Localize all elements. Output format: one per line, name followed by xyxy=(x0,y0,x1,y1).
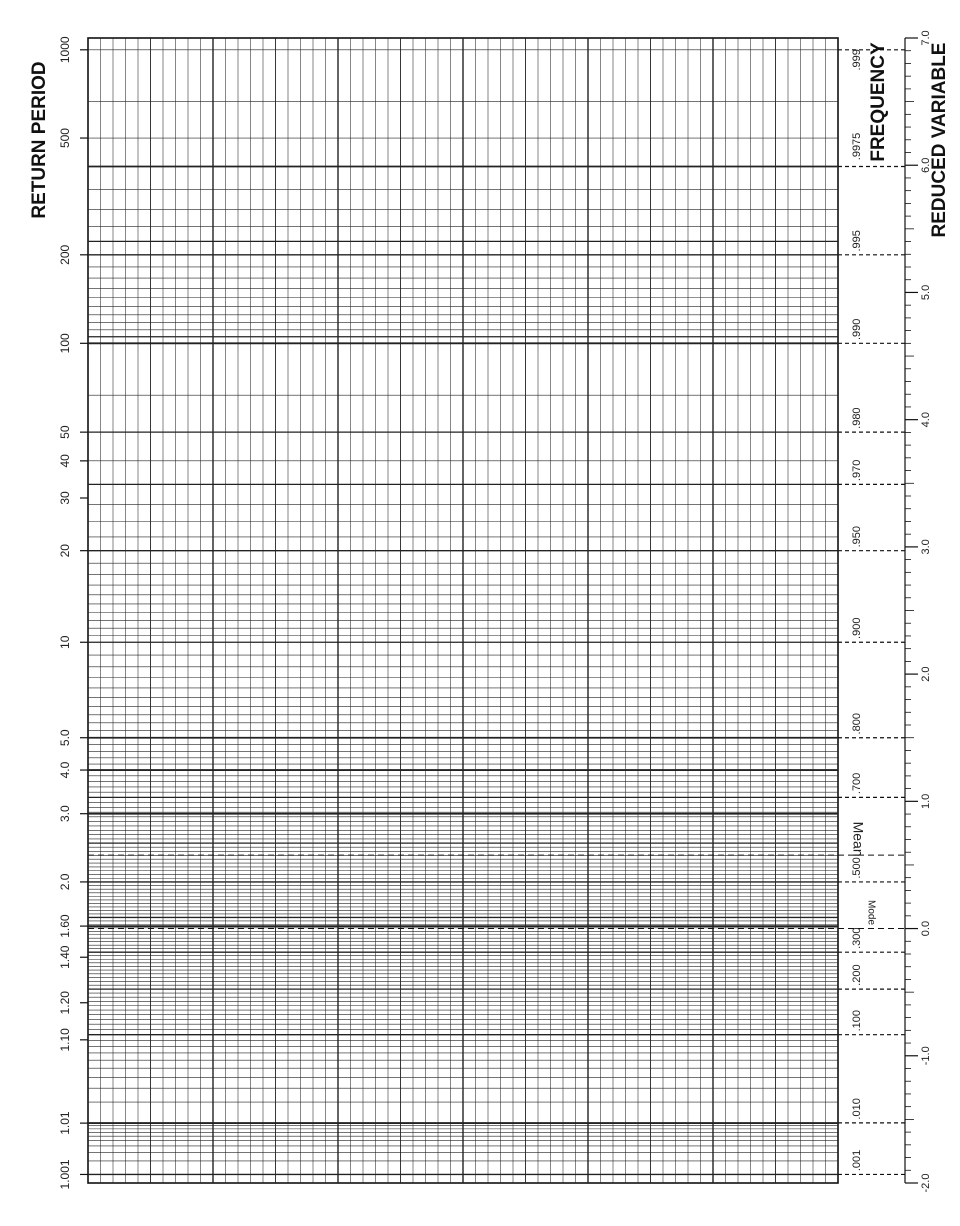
return-period-tick-label: 100 xyxy=(58,333,73,354)
frequency-tick-label: .999 xyxy=(850,49,863,71)
frequency-tick-label: .300 xyxy=(850,927,863,949)
frequency-tick-label: .9975 xyxy=(850,132,863,161)
mean-label: Mean xyxy=(850,821,867,857)
frequency-tick-label: .010 xyxy=(850,1098,863,1120)
reduced-variable-title: REDUCED VARIABLE xyxy=(929,42,951,238)
return-period-tick-label: 200 xyxy=(58,244,73,265)
reduced-tick-label: 5.0 xyxy=(920,284,933,301)
reduced-tick-label: 4.0 xyxy=(920,412,933,428)
frequency-axis xyxy=(851,49,863,1171)
return-period-tick-label: 40 xyxy=(58,454,73,468)
frequency-tick-label: .970 xyxy=(850,459,863,482)
chart-grid xyxy=(88,38,838,1183)
frequency-tick-label: .200 xyxy=(850,964,863,986)
frequency-tick-label: .990 xyxy=(850,318,863,341)
frequency-tick-label: .980 xyxy=(850,407,863,429)
frequency-tick-label: .800 xyxy=(850,713,863,735)
return-period-tick-label: 1000 xyxy=(58,36,73,64)
return-period-tick-label: 1.20 xyxy=(58,991,73,1015)
reduced-tick-label: -2.0 xyxy=(920,1173,933,1193)
return-period-tick-label: 50 xyxy=(58,425,73,439)
return-period-tick-label: 1.60 xyxy=(58,914,73,938)
return-period-tick-label: 4.0 xyxy=(58,761,73,779)
return-period-tick-label: 20 xyxy=(58,544,73,558)
return-period-tick-label: 3.0 xyxy=(58,805,73,823)
return-period-tick-label: 1.001 xyxy=(58,1159,73,1190)
return-period-axis xyxy=(58,36,88,1189)
frequency-tick-label: .900 xyxy=(850,617,863,639)
reduced-tick-label: -1.0 xyxy=(920,1046,933,1066)
frequency-tick-label: .700 xyxy=(850,772,863,795)
return-period-tick-label: 5.0 xyxy=(58,729,73,747)
return-period-tick-label: 1.40 xyxy=(58,945,73,969)
frequency-tick-label: .950 xyxy=(850,525,863,548)
reduced-tick-label: 1.0 xyxy=(920,793,933,809)
reduced-tick-label: 0.0 xyxy=(920,920,933,937)
return-period-tick-label: 1.10 xyxy=(58,1028,73,1052)
frequency-tick-label: .001 xyxy=(850,1149,863,1172)
return-period-tick-label: 10 xyxy=(58,635,73,649)
frequency-title: FREQUENCY xyxy=(868,42,890,162)
reduced-tick-label: 6.0 xyxy=(920,157,933,173)
return-period-tick-label: 1.01 xyxy=(58,1111,73,1135)
frequency-tick-label: .500 xyxy=(850,857,863,879)
reduced-tick-label: 3.0 xyxy=(920,539,933,555)
reduced-tick-label: 2.0 xyxy=(920,666,933,682)
frequency-tick-label: .100 xyxy=(850,1009,863,1032)
return-period-tick-label: 2.0 xyxy=(58,873,73,891)
return-period-tick-label: 500 xyxy=(58,128,73,149)
frequency-tick-label: .995 xyxy=(850,230,863,252)
return-period-title: RETURN PERIOD xyxy=(29,61,51,219)
return-period-tick-label: 30 xyxy=(58,491,73,505)
reduced-tick-label: 7.0 xyxy=(920,30,933,46)
mode-label: Mode xyxy=(865,900,877,926)
